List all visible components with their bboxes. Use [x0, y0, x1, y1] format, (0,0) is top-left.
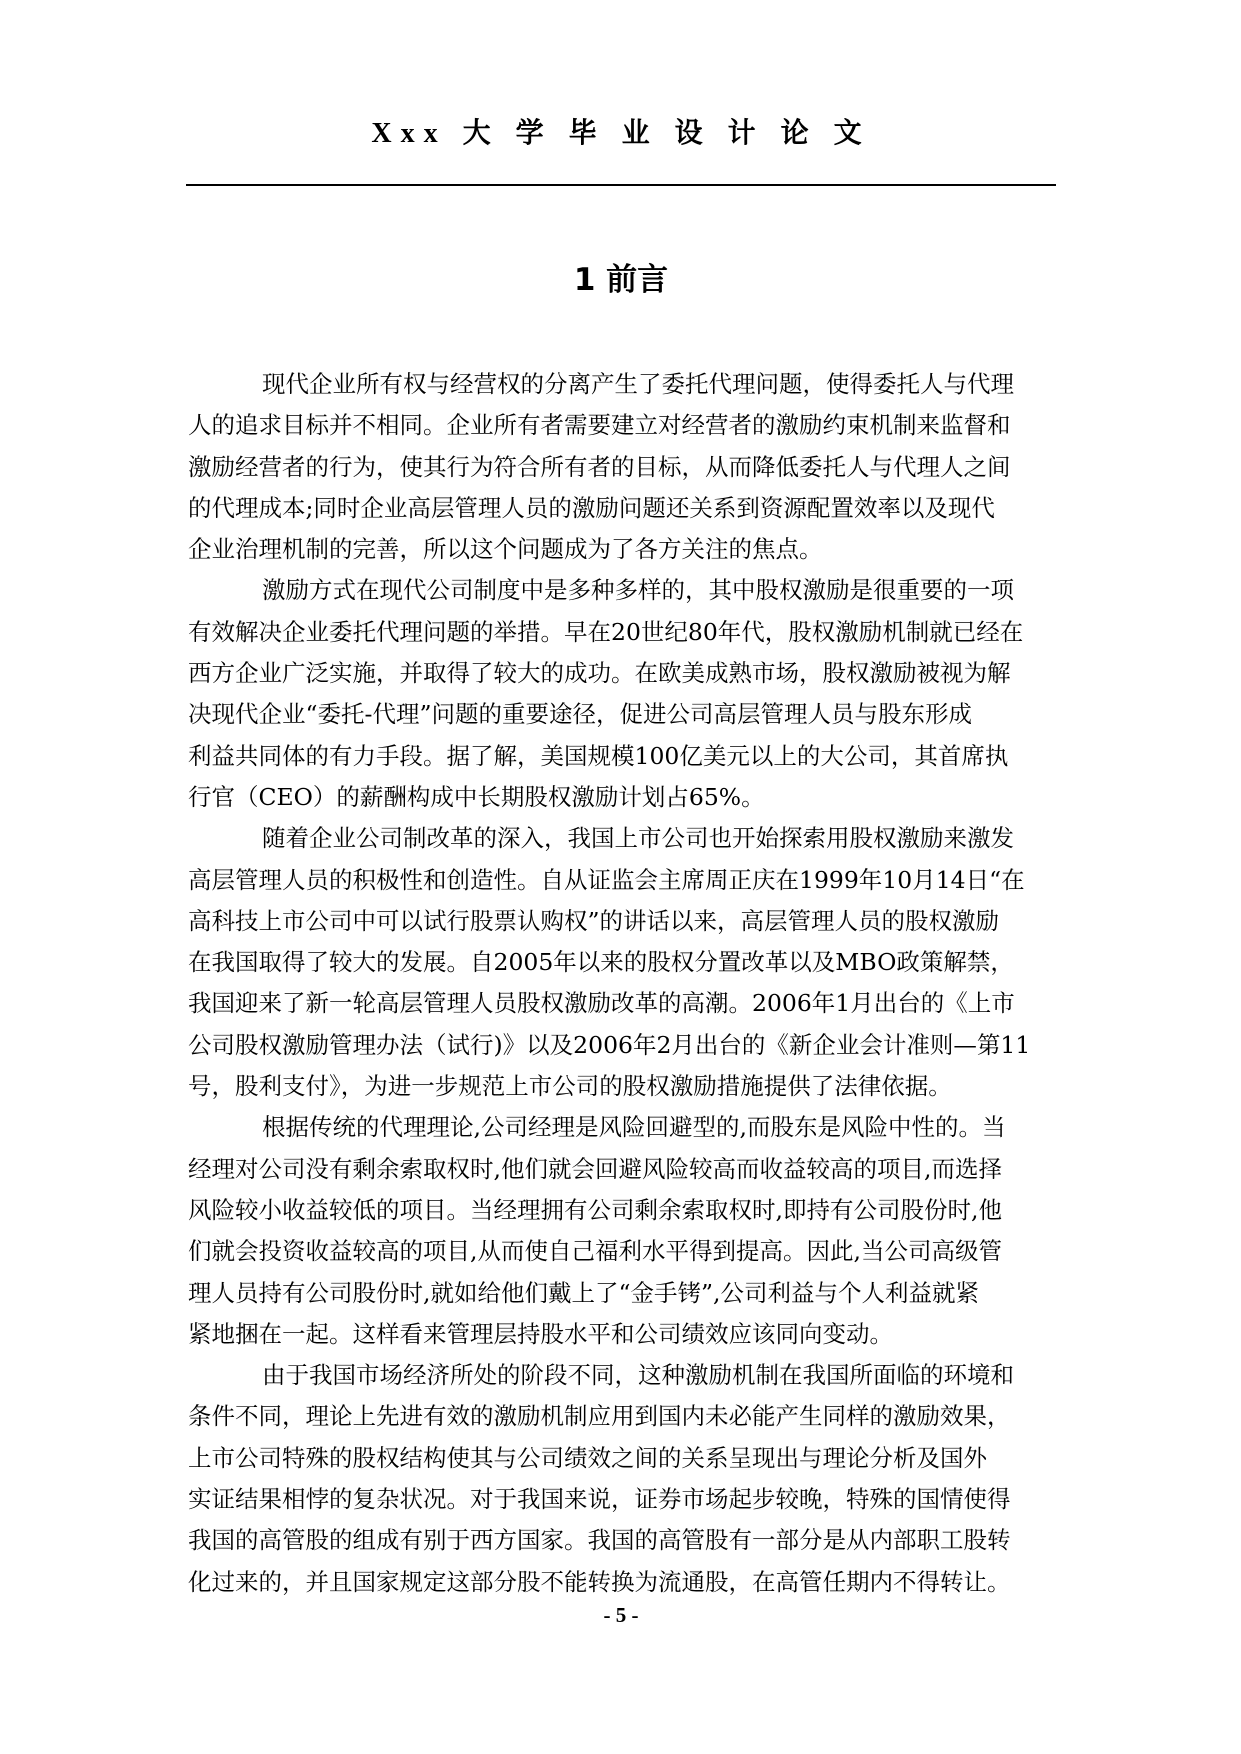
text-line: 决现代企业“委托-代理”问题的重要途径，促进公司高层管理人员与股东形成	[188, 700, 972, 729]
text-line: 利益共同体的有力手段。据了解，美国规模100亿美元以上的大公司，其首席执	[188, 741, 1009, 770]
text-line: 企业治理机制的完善，所以这个问题成为了各方关注的焦点。	[188, 535, 823, 564]
text-line: 风险较小收益较低的项目。当经理拥有公司剩余索取权时,即持有公司股份时,他	[188, 1195, 1002, 1224]
text-line: 号，股利支付》，为进一步规范上市公司的股权激励措施提供了法律依据。	[188, 1072, 952, 1101]
text-line: 行官（CEO）的薪酬构成中长期股权激励计划占65%。	[188, 782, 765, 811]
text-line: 根据传统的代理理论,公司经理是风险回避型的,而股东是风险中性的。当	[262, 1113, 1006, 1142]
paragraph-1	[188, 364, 1054, 570]
text-line: 我国的高管股的组成有别于西方国家。我国的高管股有一部分是从内部职工股转	[188, 1526, 1011, 1555]
text-line: 激励方式在现代公司制度中是多种多样的，其中股权激励是很重要的一项	[262, 576, 1014, 605]
body-text	[188, 364, 1054, 1603]
text-line: 经理对公司没有剩余索取权时,他们就会回避风险较高而收益较高的项目,而选择	[188, 1154, 1002, 1183]
text-line: 有效解决企业委托代理问题的举措。早在20世纪80年代，股权激励机制就已经在	[188, 617, 1024, 646]
text-line: 激励经营者的行为，使其行为符合所有者的目标，从而降低委托人与代理人之间	[188, 452, 1011, 481]
paragraph-2	[188, 570, 1054, 818]
text-line: 们就会投资收益较高的项目,从而使自己福利水平得到提高。因此,当公司高级管	[188, 1237, 1002, 1266]
text-line: 在我国取得了较大的发展。自2005年以来的股权分置改革以及MBO政策解禁，	[188, 948, 1014, 977]
text-line: 实证结果相悖的复杂状况。对于我国来说，证券市场起步较晚，特殊的国情使得	[188, 1485, 1011, 1514]
text-line: 随着企业公司制改革的深入，我国上市公司也开始探索用股权激励来激发	[262, 824, 1014, 853]
paragraph-5	[188, 1355, 1054, 1603]
text-line: 现代企业所有权与经营权的分离产生了委托代理问题，使得委托人与代理	[262, 370, 1014, 398]
text-line: 人的追求目标并不相同。企业所有者需要建立对经营者的激励约束机制来监督和	[188, 411, 1011, 440]
text-line: 条件不同，理论上先进有效的激励机制应用到国内未必能产生同样的激励效果，	[188, 1402, 1011, 1431]
text-line: 公司股权激励管理办法（试行)》以及2006年2月出台的《新企业会计准则—第11	[188, 1030, 1031, 1059]
text-line: 由于我国市场经济所处的阶段不同，这种激励机制在我国所面临的环境和	[262, 1361, 1014, 1390]
text-line: 高科技上市公司中可以试行股票认购权”的讲话以来，高层管理人员的股权激励	[188, 906, 1000, 935]
chapter-title: 1 前言	[573, 262, 669, 298]
text-line: 上市公司特殊的股权结构使其与公司绩效之间的关系呈现出与理论分析及国外	[188, 1443, 987, 1472]
header-rule	[186, 184, 1056, 186]
text-line: 西方企业广泛实施，并取得了较大的成功。在欧美成熟市场，股权激励被视为解	[188, 659, 1011, 688]
text-line: 高层管理人员的积极性和创造性。自从证监会主席周正庆在1999年10月14日“在	[188, 865, 1025, 894]
running-header-title: Xxx 大 学 毕 业 设 计 论 文	[371, 118, 871, 149]
text-line: 理人员持有公司股份时,就如给他们戴上了“金手铐”,公司利益与个人利益就紧	[188, 1278, 979, 1307]
text-line: 的代理成本;同时企业高层管理人员的激励问题还关系到资源配置效率以及现代	[188, 493, 995, 522]
paragraph-3	[188, 818, 1054, 1107]
text-line: 我国迎来了新一轮高层管理人员股权激励改革的高潮。2006年1月出台的《上市	[188, 989, 1015, 1018]
text-line: 紧地捆在一起。这样看来管理层持股水平和公司绩效应该同向变动。	[188, 1319, 893, 1348]
paragraph-4	[188, 1107, 1054, 1355]
page-number: - 5 -	[603, 1603, 639, 1627]
text-line: 化过来的，并且国家规定这部分股不能转换为流通股，在高管任期内不得转让。	[188, 1567, 1011, 1596]
